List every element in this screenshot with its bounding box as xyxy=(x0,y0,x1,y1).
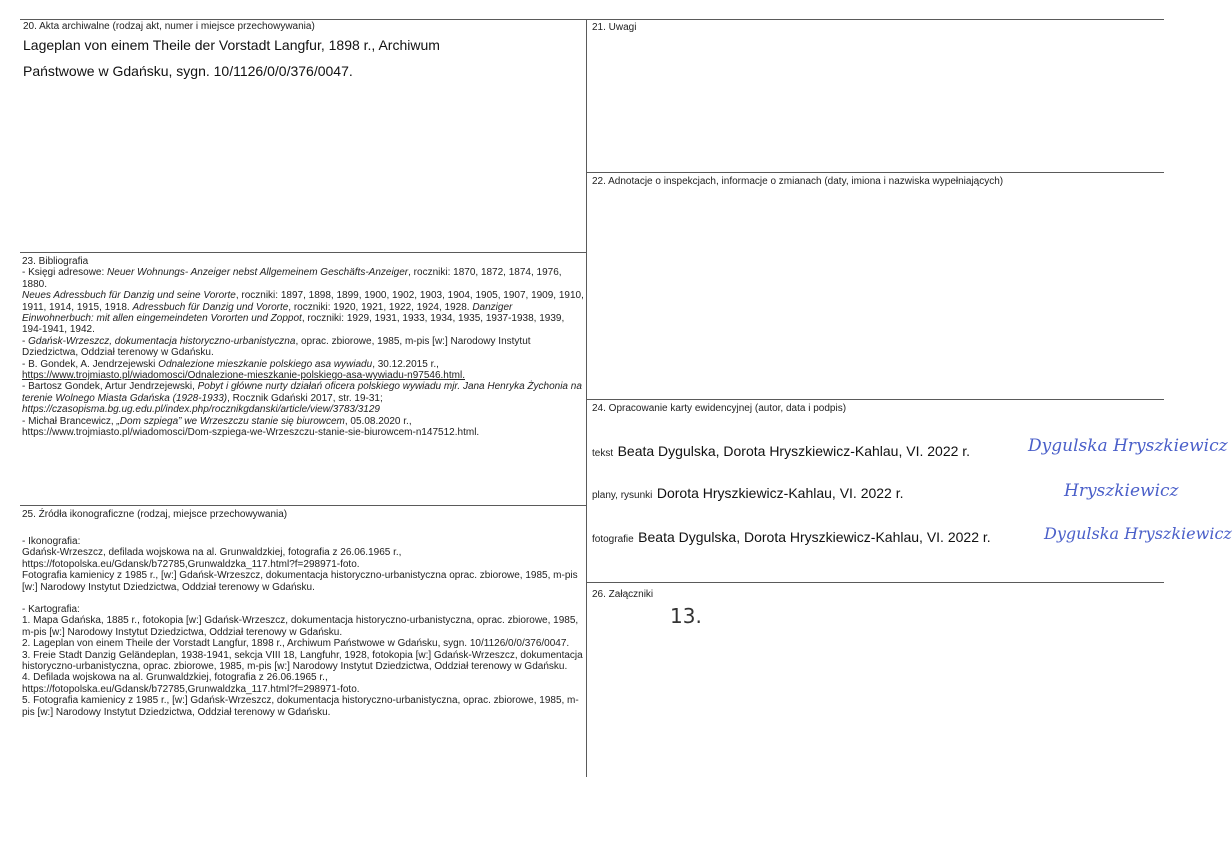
section-25-label: 25. Źródła ikonograficzne (rodzaj, miejsce przechowywania) xyxy=(22,509,288,520)
row-plans-prefix: plany, rysunki xyxy=(592,490,653,501)
section-24-label: 24. Opracowanie karty ewidencyjnej (autor, data i podpis) xyxy=(592,403,847,414)
top-border-line xyxy=(20,19,1164,20)
row-photos-authors: Beata Dygulska, Dorota Hryszkiewicz-Kahlau, VI. 2022 r. xyxy=(638,529,991,545)
handwritten-signature-1: Dygulska Hryszkiewicz xyxy=(1028,436,1228,456)
bib-link-1[interactable]: https://www.trojmiasto.pl/wiadomosci/Odnalezione-mieszkanie-polskiego-asa-wywiadu-n97546.html. xyxy=(22,370,465,382)
row-plans-authors: Dorota Hryszkiewicz-Kahlau, VI. 2022 r. xyxy=(656,485,904,501)
sec23-top-line xyxy=(20,252,586,253)
sec26-top-line xyxy=(586,582,1164,583)
signature-row-text xyxy=(592,443,970,461)
handwritten-signature-3: Dygulska Hryszkiewicz xyxy=(1044,524,1232,543)
section-23-label: 23. Bibliografia xyxy=(22,256,89,267)
bib-entry-4: - B. Gondek, A. Jendrzejewski Odnalezione mieszkanie polskiego asa wywiadu, 30.12.2015 r., https://www.trojmiasto.pl/wiadomosci/Odnalezione-mieszkanie-polskiego-asa-wywiadu-n97546.html. xyxy=(22,358,465,382)
section-26-label: 26. Załączniki xyxy=(592,589,654,600)
signature-row-photos xyxy=(592,529,991,547)
handwritten-attachment-number: 13. xyxy=(670,604,702,628)
bib-link-3[interactable]: https://www.trojmiasto.pl/wiadomosci/Dom-szpiega-we-Wrzeszczu-stanie-sie-biurowcem-n147512.html. xyxy=(22,427,480,439)
section-21-label: 21. Uwagi xyxy=(592,22,637,33)
cartography-item-1: 1. Mapa Gdańska, 1885 r., fotokopia [w:] Gdańsk-Wrzeszcz, dokumentacja historyczno-urbanistyczna, oprac. zbiorowe, 1985, m-pis [w:] Narodowy Instytut Dziedzictwa, Oddział terenowy w Gdańsku. xyxy=(22,615,579,638)
bib-entry-1: - Księgi adresowe: Neuer Wohnungs- Anzeiger nebst Allgemeinem Geschäfts-Anzeiger, roczniki: 1870, 1872, 1874, 1976, 1880. xyxy=(22,267,562,290)
cartography-item-3: 3. Freie Stadt Danzig Geländeplan, 1938-1941, sekcja VIII 18, Langfuhr, 1928, fotokopia [w:] Gdańsk-Wrzeszcz, dokumentacja historyczno-urbanistyczna, oprac. zbiorowe, 1985, m-pis [w:] Narodowy Instytut Dziedzictwa, Oddział terenowy w Gdańsku. xyxy=(22,649,583,673)
section-20-label: 20. Akta archiwalne (rodzaj akt, numer i miejsce przechowywania) xyxy=(23,21,315,32)
sec24-top-line xyxy=(586,399,1164,400)
row-photos-prefix: fotografie xyxy=(592,534,634,545)
cartography-item-5: 5. Fotografia kamienicy z 1985 r., [w:] Gdańsk-Wrzeszcz, dokumentacja historyczno-urbanistyczna, oprac. zbiorowe, 1985, m-pis [w:] Narodowy Instytut Dziedzictwa, Oddział terenowy w Gdańsku. xyxy=(22,695,579,718)
bib-entry-5: - Bartosz Gondek, Artur Jendrzejewski, Pobyt i główne nurty działań oficera polskiego wywiadu mjr. Jana Henryka Żychonia na terenie Wolnego Miasta Gdańska (1928-1933), Rocznik Gdański 2017, str. 19-31; https://czasopisma.bg.ug.edu.pl/index.php/rocznikgdanski/article/view/3783/3129 xyxy=(22,381,582,416)
bib-entry-3: - Gdańsk-Wrzeszcz, dokumentacja historyczno-urbanistyczna, oprac. zbiorowe, 1985, m-pis [w:] Narodowy Instytut Dziedzictwa, Oddział terenowy w Gdańsku. xyxy=(22,335,531,359)
bib-entry-2: Neues Adressbuch für Danzig und seine Vororte, roczniki: 1897, 1898, 1899, 1900, 1902, 1903, 1904, 1905, 1907, 1909, 1910, 1911, 1914, 1915, 1918. Adressbuch für Danzig und Vororte, roczniki: 1920, 1921, 1922, 1924, 1928. Danziger Einwohnerbuch: mit allen eingemeindeten Vororten und Zoppot, roczniki: 1929, 1931, 1933, 1934, 1935, 1937-1938, 1939, 194-1941, 1942. xyxy=(22,290,584,336)
archival-line-1: Lageplan von einem Theile der Vorstadt Langfur, 1898 r., Archiwum xyxy=(23,37,440,53)
section-23-bibliography xyxy=(22,256,584,439)
bib-entry-6: - Michał Brancewicz, „Dom szpiega” we Wrzeszczu stanie się biurowcem, 05.08.2020 r., https://www.trojmiasto.pl/wiadomosci/Dom-szpiega-we-Wrzeszczu-stanie-sie-biurowcem-n147512.html. xyxy=(22,415,480,439)
archival-line-2: Państwowe w Gdańsku, sygn. 10/1126/0/0/376/0047. xyxy=(23,63,353,79)
section-25-iconographic-sources xyxy=(22,509,584,718)
row-text-authors: Beata Dygulska, Dorota Hryszkiewicz-Kahlau, VI. 2022 r. xyxy=(617,443,971,459)
signature-row-plans xyxy=(592,485,904,503)
sec25-top-line xyxy=(20,505,586,506)
cartography-item-2: 2. Lageplan von einem Theile der Vorstadt Langfur, 1898 r., Archiwum Państwowe w Gdańsku, sygn. 10/1126/0/0/376/0047. xyxy=(22,638,570,650)
section-22-label: 22. Adnotacje o inspekcjach, informacje o zmianach (daty, imiona i nazwiska wypełniających) xyxy=(592,176,1004,187)
bib-link-2[interactable]: https://czasopisma.bg.ug.edu.pl/index.php/rocznikgdanski/article/view/3783/3129 xyxy=(22,404,380,416)
handwritten-signature-2: Hryszkiewicz xyxy=(1064,481,1179,501)
iconography-item-1: Gdańsk-Wrzeszcz, defilada wojskowa na al. Grunwaldzkiej, fotografia z 26.06.1965 r., https://fotopolska.eu/Gdansk/b72785,Grunwaldzka_117.html?f=298971-foto. xyxy=(22,547,402,570)
cartography-heading: - Kartografia: xyxy=(22,604,80,616)
sec22-top-line xyxy=(586,172,1164,173)
center-divider-line xyxy=(586,19,587,777)
iconography-heading: - Ikonografia: xyxy=(22,536,81,547)
iconography-item-2: Fotografia kamienicy z 1985 r., [w:] Gdańsk-Wrzeszcz, dokumentacja historyczno-urbanistyczna oprac. zbiorowe, 1985, m-pis [w:] Narodowy Instytut Dziedzictwa, Oddział terenowy w Gdańsku. xyxy=(22,570,578,593)
section-20-archival-records xyxy=(23,21,583,82)
cartography-item-4: 4. Defilada wojskowa na al. Grunwaldzkiej, fotografia z 26.06.1965 r., https://fotopolska.eu/Gdansk/b72785,Grunwaldzka_117.html?f=298971-foto. xyxy=(22,672,360,695)
row-text-prefix: tekst xyxy=(592,448,614,459)
